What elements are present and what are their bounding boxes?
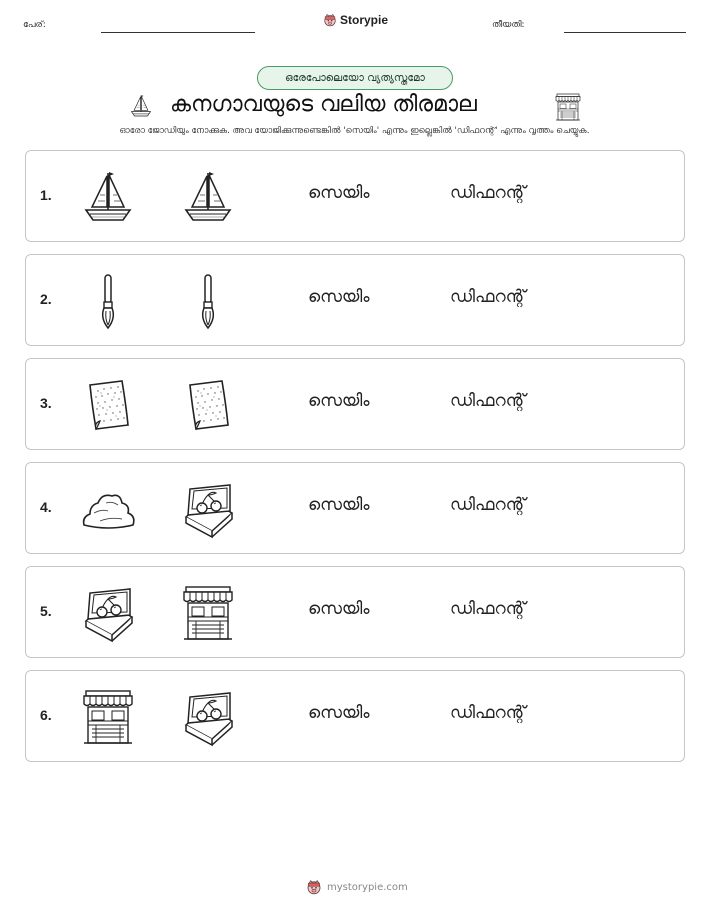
paintbrush-icon — [78, 271, 138, 331]
paper-sheet-icon — [178, 375, 238, 435]
sailboat-icon — [78, 167, 138, 227]
pig-mascot-icon — [306, 879, 322, 895]
different-option[interactable]: ഡിഫറന്റ് — [450, 495, 526, 515]
same-option[interactable]: സെയിം — [308, 183, 370, 203]
exercise-row — [25, 670, 685, 762]
instructions: ഓരോ ജോഡിയും നോക്കുക. അവ യോജിക്കുന്നുണ്ടെങ്കിൽ 'സെയിം' എന്നും ഇല്ലെങ്കിൽ 'ഡിഫറന്റ്' എന്നും വൃത്തം ചെയ്യുക. — [119, 126, 590, 136]
market-stall-icon — [553, 92, 583, 122]
different-option[interactable]: ഡിഫറന്റ് — [450, 599, 526, 619]
row-number: 5. — [40, 603, 52, 619]
subtitle-pill: ഒരേപോലെയോ വ്യത്യസ്തമോ — [257, 66, 453, 90]
exercise-row — [25, 566, 685, 658]
row-number: 3. — [40, 395, 52, 411]
paintbrush-icon — [178, 271, 238, 331]
date-line[interactable] — [564, 32, 686, 33]
sailboat-icon — [178, 167, 238, 227]
brand-logo — [323, 13, 388, 27]
different-option[interactable]: ഡിഫറന്റ് — [450, 391, 526, 411]
exercise-row — [25, 358, 685, 450]
row-number: 4. — [40, 499, 52, 515]
exercise-row — [25, 462, 685, 554]
cherry-box-icon — [178, 687, 238, 747]
market-stall-icon — [78, 687, 138, 747]
different-option[interactable]: ഡിഫറന്റ് — [450, 183, 526, 203]
worksheet-header — [0, 0, 709, 50]
pig-mascot-icon — [323, 13, 337, 27]
different-option[interactable]: ഡിഫറന്റ് — [450, 703, 526, 723]
same-option[interactable]: സെയിം — [308, 703, 370, 723]
row-number: 1. — [40, 187, 52, 203]
exercise-row — [25, 150, 685, 242]
row-number: 2. — [40, 291, 52, 307]
footer — [306, 879, 408, 895]
exercise-row — [25, 254, 685, 346]
name-label: പേര്: — [23, 20, 46, 30]
sailboat-icon — [128, 92, 154, 120]
same-option[interactable]: സെയിം — [308, 495, 370, 515]
different-option[interactable]: ഡിഫറന്റ് — [450, 287, 526, 307]
name-line[interactable] — [101, 32, 255, 33]
cherry-box-icon — [78, 583, 138, 643]
footer-url[interactable]: mystorypie.com — [327, 881, 408, 893]
same-option[interactable]: സെയിം — [308, 599, 370, 619]
date-label: തീയതി: — [492, 20, 525, 30]
paper-sheet-icon — [78, 375, 138, 435]
market-stall-icon — [178, 583, 238, 643]
same-option[interactable]: സെയിം — [308, 391, 370, 411]
row-number: 6. — [40, 707, 52, 723]
sand-pile-icon — [78, 479, 138, 539]
page-title: കനഗാവയുടെ വലിയ തിരമാല — [170, 92, 477, 117]
brand-name: Storypie — [340, 13, 389, 27]
same-option[interactable]: സെയിം — [308, 287, 370, 307]
cherry-box-icon — [178, 479, 238, 539]
title-row — [0, 90, 709, 122]
